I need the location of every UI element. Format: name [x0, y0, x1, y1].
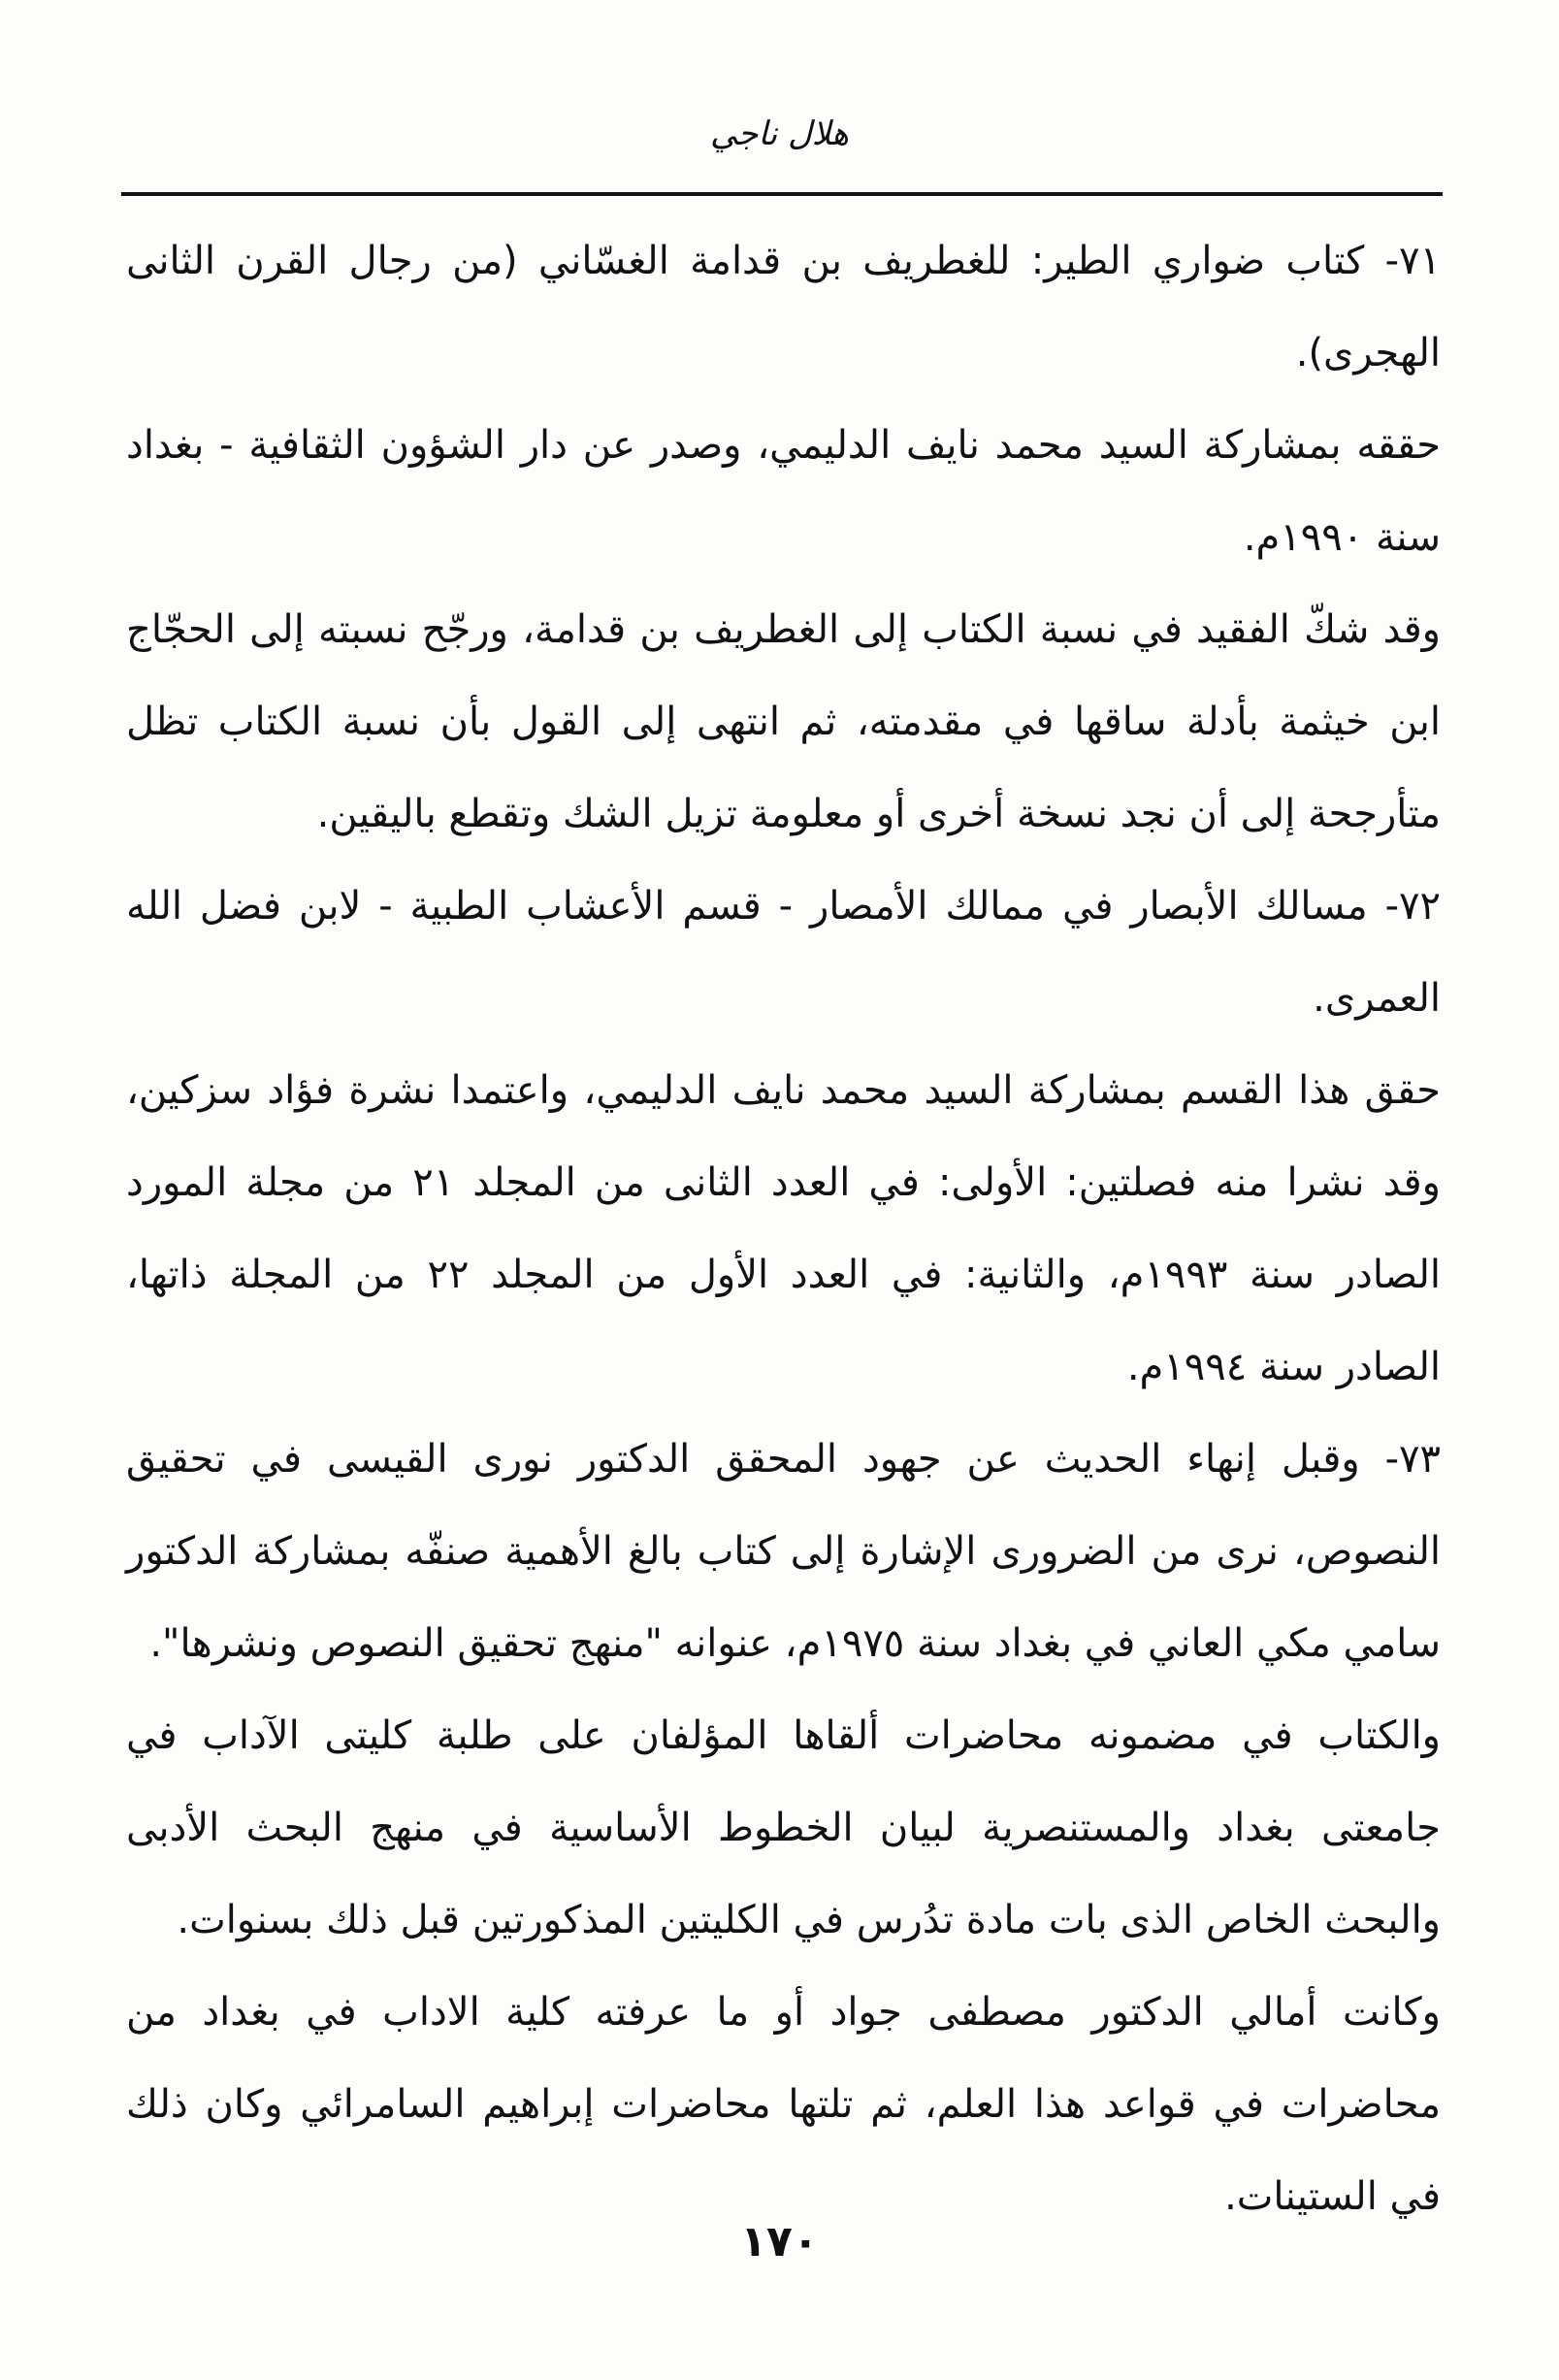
- header-rule: [121, 192, 1443, 196]
- paragraph-item-71: ٧١- كتاب ضواري الطير: للغطريف بن قدامة الغسّاني (من رجال القرن الثانى الهجرى).: [126, 239, 1441, 375]
- paragraph-item-73: ٧٣- وقبل إنهاء الحديث عن جهود المحقق الدكتور نورى القيسى في تحقيق النصوص، نرى من الضرورى الإشارة إلى كتاب بالغ الأهمية صنفّه بمشاركة الدكتور سامي مكي العاني في بغداد سنة ١٩٧٥م، عنوانه "منهج تحقيق النصوص ونشرها".: [126, 1437, 1441, 1666]
- paragraph-item-72: ٧٢- مسالك الأبصار في ممالك الأمصار - قسم الأعشاب الطبية - لابن فضل الله العمرى.: [126, 884, 1441, 1021]
- paragraph-attribution-doubt: وقد شكّ الفقيد في نسبة الكتاب إلى الغطريف بن قدامة، ورجّح نسبته إلى الحجّاج ابن خيثمة بأدلة ساقها في مقدمته، ثم انتهى إلى القول بأن نسبة الكتاب تظل متأرجحة إلى أن نجد نسخة أخرى أو معلومة تزيل الشك وتقطع باليقين.: [126, 607, 1441, 836]
- paragraph-book-content: والكتاب في مضمونه محاضرات ألقاها المؤلفان على طلبة كليتى الآداب في جامعتى بغداد والمستنصرية لبيان الخطوط الأساسية في منهج البحث الأدبى والبحث الخاص الذى بات مادة تدُرس في الكليتين المذكورتين قبل ذلك بسنوات.: [126, 1713, 1441, 1942]
- paragraph-editor-note-72: حقق هذا القسم بمشاركة السيد محمد نايف الدليمي، واعتمدا نشرة فؤاد سزكين، وقد نشرا منه فصلتين: الأولى: في العدد الثانى من المجلد ٢١ من مجلة المورد الصادر سنة ١٩٩٣م، والثانية: في العدد الأول من المجلد ٢٢ من المجلة ذاتها، الصادر سنة ١٩٩٤م.: [126, 1068, 1442, 1389]
- paragraph-editor-note-71: حققه بمشاركة السيد محمد نايف الدليمي، وصدر عن دار الشؤون الثقافية - بغداد سنة ١٩٩٠م.: [126, 423, 1441, 560]
- body-text: [126, 215, 1441, 2243]
- running-head-author: هلال ناجي: [710, 114, 849, 153]
- page-number: ١٧٠: [740, 2217, 819, 2266]
- paragraph-lectures-history: وكانت أمالي الدكتور مصطفى جواد أو ما عرفته كلية الاداب في بغداد من محاضرات في قواعد هذا العلم، ثم تلتها محاضرات إبراهيم السامرائي وكان ذلك في الستينات.: [126, 1990, 1441, 2219]
